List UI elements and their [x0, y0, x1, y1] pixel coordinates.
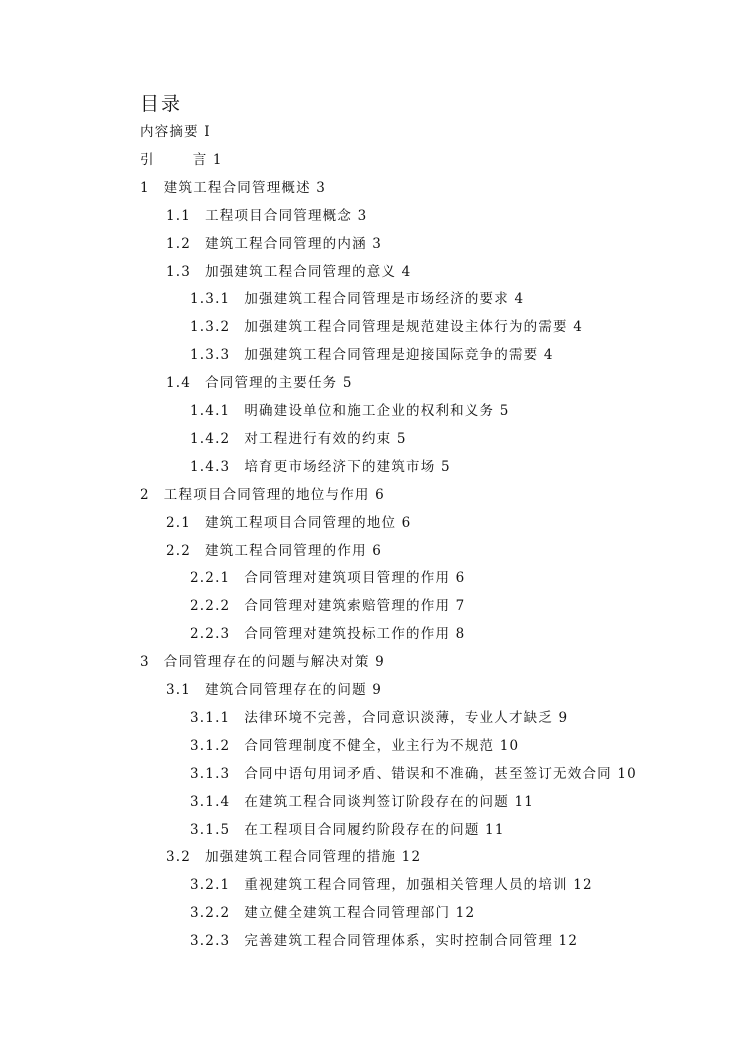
toc-entry[interactable]	[190, 903, 475, 923]
toc-entry[interactable]	[166, 680, 382, 700]
toc-entry-text: 培育更市场经济下的建筑市场 5	[244, 458, 451, 475]
toc-entry-number: 2.2.3	[190, 626, 231, 643]
toc-entry-text: 合同管理对建筑索赔管理的作用 7	[244, 598, 466, 615]
toc-entry-number: 1.1	[166, 207, 192, 224]
toc-entry-text: 工程项目合同管理的地位与作用 6	[163, 486, 385, 503]
toc-entry-number: 2.2	[166, 542, 192, 559]
toc-entry-text: 加强建筑工程合同管理是市场经济的要求 4	[244, 291, 525, 308]
toc-entry-text: 加强建筑工程合同管理是规范建设主体行为的需要 4	[244, 319, 584, 336]
toc-entry-text: 工程项目合同管理概念 3	[205, 207, 368, 224]
toc-entry-number: 3.1	[166, 682, 192, 698]
toc-entry-text: 合同中语句用词矛盾、错误和不准确，甚至签订无效合同 10	[244, 765, 637, 782]
toc-entry-number: 3.1.2	[190, 737, 231, 754]
toc-entry-number: 1.4.3	[190, 458, 231, 475]
toc-entry-number: 引	[140, 151, 155, 168]
toc-entry[interactable]	[140, 122, 211, 142]
toc-entry-text: 内容摘要 I	[140, 124, 211, 140]
toc-entry[interactable]	[166, 541, 382, 561]
toc-title: 目录	[140, 93, 183, 115]
toc-entry[interactable]	[190, 736, 519, 756]
toc-entry-text: 合同管理对建筑投标工作的作用 8	[244, 626, 466, 643]
toc-entry-text: 建筑工程合同管理概述 3	[163, 179, 327, 196]
toc-entry-text: 合同管理存在的问题与解决对策 9	[163, 654, 385, 671]
toc-entry[interactable]	[166, 373, 353, 393]
toc-entry-number: 2.1	[166, 514, 192, 531]
toc-entry[interactable]	[190, 596, 465, 616]
toc-entry-text: 加强建筑工程合同管理是迎接国际竞争的需要 4	[244, 347, 554, 364]
toc-entry[interactable]	[190, 345, 554, 365]
toc-entry-number: 1.3.2	[190, 319, 231, 336]
toc-entry-number: 1	[140, 179, 150, 196]
toc-entry[interactable]	[190, 568, 465, 588]
toc-entry-number: 1.4.1	[190, 403, 231, 419]
toc-entry[interactable]	[166, 206, 367, 226]
toc-entry-text: 对工程进行有效的约束 5	[244, 430, 407, 447]
toc-entry-text: 建筑合同管理存在的问题 9	[205, 682, 383, 698]
toc-entry-number: 1.3.3	[190, 347, 231, 364]
toc-entry-text: 重视建筑工程合同管理，加强相关管理人员的培训 12	[244, 877, 593, 894]
toc-entry-text: 合同管理的主要任务 5	[205, 375, 353, 392]
toc-entry-number: 3.1.5	[190, 821, 231, 838]
toc-entry-number: 3.1.1	[190, 709, 231, 726]
toc-entry-text: 加强建筑工程合同管理的意义 4	[205, 263, 412, 280]
toc-entry[interactable]	[190, 764, 637, 784]
toc-entry-number: 2.2.2	[190, 598, 231, 615]
toc-entry[interactable]	[190, 792, 534, 812]
toc-entry[interactable]	[190, 624, 465, 644]
toc-entry-text: 建立健全建筑工程合同管理部门 12	[244, 905, 476, 922]
toc-entry-text: 建筑工程合同管理的内涵 3	[205, 235, 383, 252]
toc-entry-number: 3.2.3	[190, 933, 231, 950]
toc-entry-number: 3.2	[166, 849, 192, 866]
toc-entry-number: 3.1.3	[190, 765, 231, 782]
toc-entry-number: 1.4	[166, 375, 192, 392]
toc-entry[interactable]	[190, 820, 505, 840]
toc-entry[interactable]	[190, 317, 583, 337]
toc-entry-text: 在建筑工程合同谈判签订阶段存在的问题 11	[244, 793, 535, 810]
toc-entry-text: 合同管理对建筑项目管理的作用 6	[244, 570, 466, 587]
toc-entry[interactable]	[166, 234, 382, 254]
toc-entry[interactable]	[140, 150, 223, 170]
toc-entry-number: 1.3.1	[190, 291, 231, 308]
toc-entry-number: 3.2.1	[190, 877, 231, 894]
toc-entry-number: 3	[140, 654, 150, 671]
toc-entry-number: 3.2.2	[190, 905, 231, 922]
toc-entry-number: 1.2	[166, 235, 192, 252]
toc-entry[interactable]	[190, 429, 407, 449]
toc-entry[interactable]	[190, 931, 578, 951]
toc-entry-text: 加强建筑工程合同管理的措施 12	[205, 849, 422, 866]
toc-entry-text: 合同管理制度不健全，业主行为不规范 10	[244, 737, 520, 754]
toc-entry-text: 言 1	[192, 151, 223, 168]
toc-entry-number: 1.4.2	[190, 430, 231, 447]
toc-entry[interactable]	[140, 178, 326, 198]
toc-entry[interactable]	[190, 708, 568, 728]
toc-entry-number: 2	[140, 486, 150, 503]
toc-entry-text: 建筑工程合同管理的作用 6	[205, 542, 383, 559]
toc-entry[interactable]	[140, 652, 385, 672]
toc-entry[interactable]	[190, 457, 451, 477]
toc-entry-number: 1.3	[166, 263, 192, 280]
toc-entry-text: 法律环境不完善，合同意识淡薄，专业人才缺乏 9	[244, 709, 569, 726]
toc-entry[interactable]	[166, 262, 411, 282]
toc-entry[interactable]	[190, 875, 593, 895]
toc-entry-text: 明确建设单位和施工企业的权利和义务 5	[244, 403, 510, 419]
toc-entry[interactable]	[140, 485, 385, 505]
toc-entry[interactable]	[190, 401, 510, 421]
toc-entry[interactable]	[166, 847, 421, 867]
toc-entry[interactable]	[166, 513, 411, 533]
toc-entry-text: 在工程项目合同履约阶段存在的问题 11	[244, 821, 505, 838]
toc-entry[interactable]	[190, 289, 524, 309]
toc-entry-text: 建筑工程项目合同管理的地位 6	[205, 514, 412, 531]
toc-entry-text: 完善建筑工程合同管理体系，实时控制合同管理 12	[244, 933, 579, 950]
toc-entry-number: 2.2.1	[190, 570, 231, 587]
toc-entry-number: 3.1.4	[190, 793, 231, 810]
